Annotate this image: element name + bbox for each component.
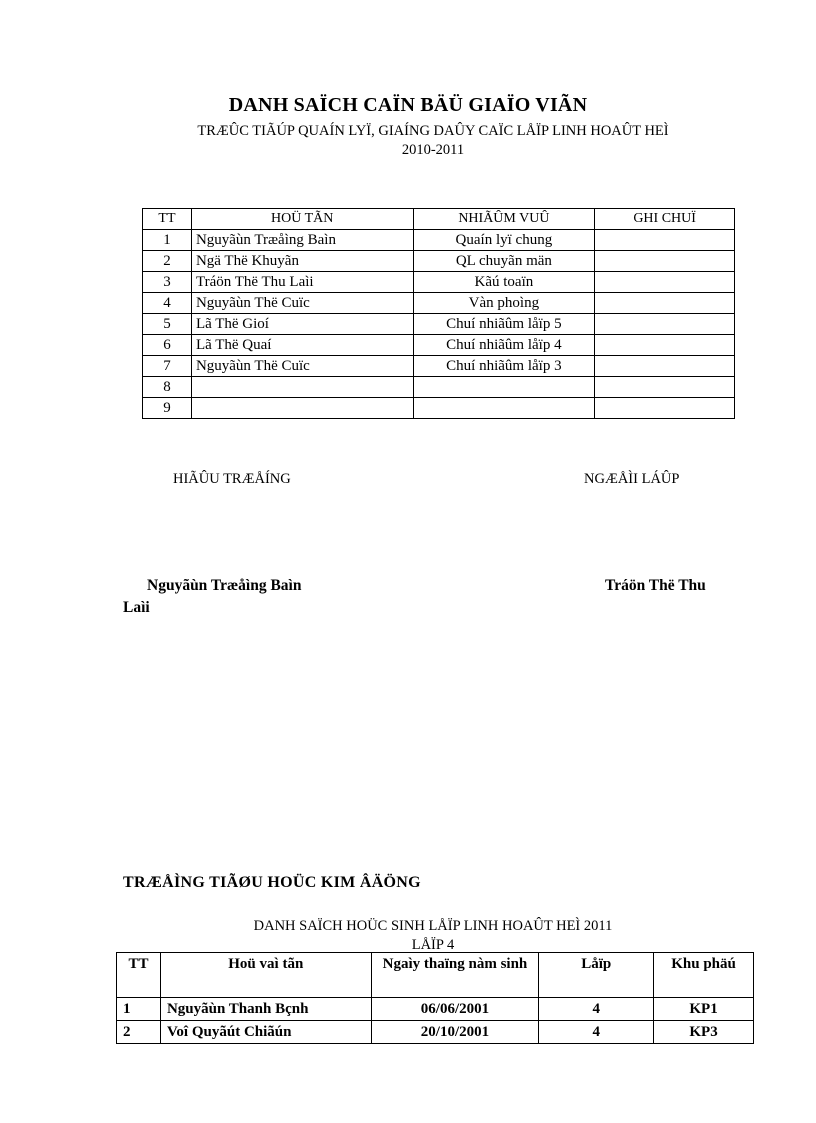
table-row <box>143 293 735 314</box>
cell-name: Nguyãùn Træåìng Baìn <box>191 230 413 251</box>
cell-class: 4 <box>539 1021 654 1044</box>
table-row <box>143 398 735 419</box>
table-row <box>143 251 735 272</box>
table-row <box>143 377 735 398</box>
table-row <box>143 335 735 356</box>
cell-duty: Chuí nhiãûm låïp 4 <box>413 335 595 356</box>
document-title: DANH SAÏCH CAÏN BÄÜ GIAÏO VIÃN <box>228 94 588 116</box>
cell-tt: 2 <box>117 1021 161 1044</box>
cell-duty <box>413 377 595 398</box>
cell-note <box>595 272 735 293</box>
cell-tt: 5 <box>143 314 192 335</box>
table-row <box>117 998 754 1021</box>
cell-name: Nguyãùn Thë Cuïc <box>191 293 413 314</box>
cell-tt: 9 <box>143 398 192 419</box>
principal-label: HIÃÛU TRÆÅÍNG <box>173 471 291 487</box>
school-name: TRÆÅÌNG TIÃØU HOÜC KIM ÂÄÖNG <box>123 874 421 891</box>
cell-duty: QL chuyãn män <box>413 251 595 272</box>
cell-fullname: Nguyãùn Thanh Bçnh <box>160 998 371 1021</box>
preparer-name-line-2: Laìi <box>123 599 150 616</box>
cell-name: Lã Thë Gioí <box>191 314 413 335</box>
table-row <box>143 356 735 377</box>
header-district: Khu phäú <box>654 953 754 998</box>
subtitle-line-1: TRÆÛC TIÃÚP QUAÍN LYÏ, GIAÍNG DAÛY CAÏC LÅÏP LINH HOAÛT HEÌ <box>197 123 669 139</box>
cell-tt: 8 <box>143 377 192 398</box>
cell-class: 4 <box>539 998 654 1021</box>
header-note: GHI CHUÏ <box>595 209 735 230</box>
cell-name: Ngä Thë Khuyãn <box>191 251 413 272</box>
cell-note <box>595 230 735 251</box>
header-name: HOÜ TÃN <box>191 209 413 230</box>
staff-table <box>142 208 735 419</box>
cell-note <box>595 293 735 314</box>
student-table-header <box>117 953 754 998</box>
cell-name: Tráön Thë Thu Laìi <box>191 272 413 293</box>
student-list-title: DANH SAÏCH HOÜC SINH LÅÏP LINH HOAÛT HEÌ 2011 <box>253 918 613 934</box>
cell-birthdate: 06/06/2001 <box>371 998 539 1021</box>
cell-tt: 1 <box>117 998 161 1021</box>
staff-table-header <box>143 209 735 230</box>
cell-duty: Quaín lyï chung <box>413 230 595 251</box>
cell-fullname: Voî Quyãút Chiãún <box>160 1021 371 1044</box>
cell-birthdate: 20/10/2001 <box>371 1021 539 1044</box>
cell-tt: 6 <box>143 335 192 356</box>
student-table <box>116 952 754 1044</box>
cell-note <box>595 356 735 377</box>
header-fullname: Hoü vaì tãn <box>160 953 371 998</box>
subtitle-line-2: 2010-2011 <box>401 142 465 158</box>
header-birthdate: Ngaìy thaïng nàm sinh <box>371 953 539 998</box>
table-row <box>143 230 735 251</box>
cell-name <box>191 377 413 398</box>
principal-name: Nguyãùn Træåìng Baìn <box>147 577 302 594</box>
header-class: Låïp <box>539 953 654 998</box>
cell-tt: 2 <box>143 251 192 272</box>
preparer-name-line-1: Tráön Thë Thu <box>605 577 706 594</box>
cell-duty: Kãú toaïn <box>413 272 595 293</box>
cell-tt: 4 <box>143 293 192 314</box>
header-tt: TT <box>117 953 161 998</box>
table-row <box>117 1021 754 1044</box>
cell-note <box>595 377 735 398</box>
cell-district: KP3 <box>654 1021 754 1044</box>
cell-note <box>595 314 735 335</box>
header-duty: NHIÃÛM VUÛ <box>413 209 595 230</box>
cell-duty: Chuí nhiãûm låïp 3 <box>413 356 595 377</box>
header-tt: TT <box>143 209 192 230</box>
cell-note <box>595 251 735 272</box>
table-row <box>143 272 735 293</box>
student-list-heading <box>0 917 816 955</box>
cell-duty: Chuí nhiãûm låïp 5 <box>413 314 595 335</box>
cell-tt: 7 <box>143 356 192 377</box>
table-row <box>143 314 735 335</box>
cell-name: Lã Thë Quaí <box>191 335 413 356</box>
cell-duty: Vàn phoìng <box>413 293 595 314</box>
cell-note <box>595 335 735 356</box>
cell-name: Nguyãùn Thë Cuïc <box>191 356 413 377</box>
cell-duty <box>413 398 595 419</box>
class-label: LÅÏP 4 <box>411 937 455 953</box>
cell-tt: 1 <box>143 230 192 251</box>
cell-name <box>191 398 413 419</box>
cell-note <box>595 398 735 419</box>
preparer-label: NGÆÅÌI LÁÛP <box>584 471 680 487</box>
cell-district: KP1 <box>654 998 754 1021</box>
document-subtitle <box>0 122 816 160</box>
cell-tt: 3 <box>143 272 192 293</box>
